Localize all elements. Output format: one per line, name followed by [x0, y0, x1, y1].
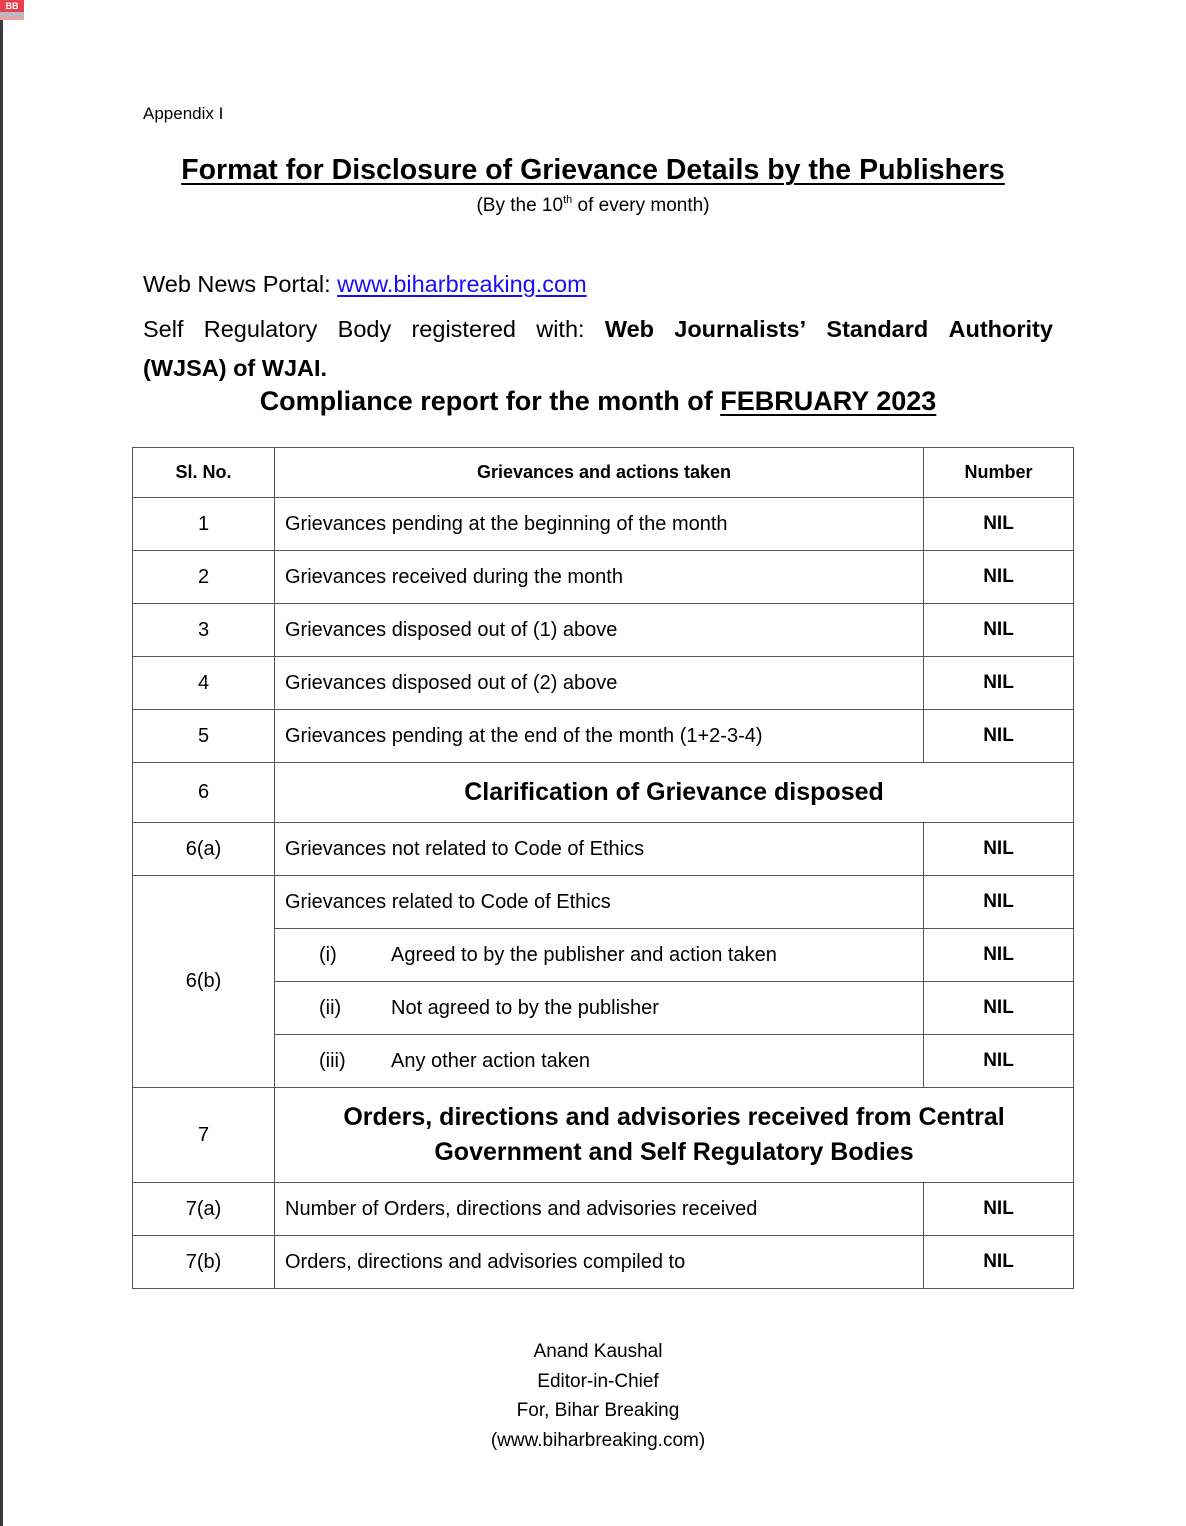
signature-block — [0, 1337, 1186, 1455]
signatory-name: Anand Kaushal — [533, 1341, 663, 1362]
table-row-6a — [133, 823, 1074, 876]
row-sl: 6 — [133, 763, 275, 823]
section-7-line2: Government and Self Regulatory Bodies — [434, 1138, 914, 1166]
subtitle-after: of every month) — [572, 195, 710, 216]
row-text: Grievances related to Code of Ethics — [275, 876, 924, 929]
compliance-heading — [0, 386, 1186, 417]
table-row — [133, 551, 1074, 604]
web-news-portal — [143, 271, 587, 298]
table-row — [133, 657, 1074, 710]
subrow-roman: (i) — [319, 943, 337, 966]
srb-line-1 — [143, 310, 1053, 349]
row-sl: 6(a) — [133, 823, 275, 876]
subrow-text: Not agreed to by the publisher — [391, 996, 659, 1019]
row-number: NIL — [924, 498, 1074, 551]
subrow-roman: (iii) — [319, 1049, 346, 1072]
signatory-organization: For, Bihar Breaking — [516, 1400, 680, 1421]
row-text: Number of Orders, directions and advisories received — [275, 1183, 924, 1236]
section-7-row — [133, 1088, 1074, 1183]
section-7-heading — [275, 1088, 1074, 1183]
srb-word: Regulatory — [203, 316, 318, 342]
subrow-text: Any other action taken — [391, 1049, 591, 1072]
table-row-7b — [133, 1236, 1074, 1289]
document-subtitle — [0, 195, 1186, 217]
row-sl: 7 — [133, 1088, 275, 1183]
row-text: Orders, directions and advisories compiled to — [275, 1236, 924, 1289]
srb-body-word: Journalists’ — [674, 316, 807, 342]
subrow-cell — [275, 982, 924, 1035]
section-6-heading: Clarification of Grievance disposed — [275, 763, 1074, 823]
srb-body-word: Web — [604, 316, 654, 342]
grievance-table — [132, 447, 1074, 1289]
signatory-website: (www.biharbreaking.com) — [490, 1429, 706, 1451]
subrow-text: Agreed to by the publisher and action taken — [391, 943, 777, 966]
srb-word: Body — [337, 316, 392, 342]
subrow-roman: (ii) — [319, 996, 342, 1019]
header-sl-no: Sl. No. — [133, 448, 275, 498]
row-number: NIL — [924, 823, 1074, 876]
bihar-breaking-logo-icon — [0, 0, 24, 20]
compliance-prefix: Compliance report for the month of — [259, 386, 721, 416]
row-text: Grievances not related to Code of Ethics — [275, 823, 924, 876]
table-row-7a — [133, 1183, 1074, 1236]
row-number: NIL — [924, 876, 1074, 929]
compliance-month: FEBRUARY 2023 — [720, 386, 937, 416]
row-sl: 4 — [133, 657, 275, 710]
self-regulatory-body — [143, 310, 1053, 388]
appendix-label: Appendix I — [143, 104, 224, 123]
table-row — [133, 498, 1074, 551]
header-grievances: Grievances and actions taken — [275, 448, 924, 498]
subrow-cell — [275, 929, 924, 982]
table-row — [133, 710, 1074, 763]
logo-mark: BB — [0, 0, 24, 12]
section-7-line1: Orders, directions and advisories received from Central — [343, 1103, 1005, 1131]
row-text: Grievances disposed out of (2) above — [275, 657, 924, 710]
srb-body-word: Authority — [948, 316, 1053, 342]
portal-label: Web News Portal: — [143, 271, 338, 297]
signatory-designation: Editor-in-Chief — [537, 1370, 659, 1392]
row-text: Grievances disposed out of (1) above — [275, 604, 924, 657]
table-subrow — [133, 1035, 1074, 1088]
row-sl: 1 — [133, 498, 275, 551]
row-number: NIL — [924, 982, 1074, 1035]
row-sl: 3 — [133, 604, 275, 657]
section-6-row — [133, 763, 1074, 823]
srb-word: Self — [143, 316, 184, 342]
document-title-text: Format for Disclosure of Grievance Details by the Publishers — [181, 154, 1005, 186]
row-number: NIL — [924, 710, 1074, 763]
srb-word: with: — [536, 316, 585, 342]
srb-line-2 — [143, 349, 1053, 388]
header-number: Number — [924, 448, 1074, 498]
table-subrow — [133, 929, 1074, 982]
srb-body-line2: (WJSA) of WJAI. — [143, 355, 328, 381]
row-number: NIL — [924, 1183, 1074, 1236]
row-sl: 7(a) — [133, 1183, 275, 1236]
srb-word: registered — [411, 316, 516, 342]
row-number: NIL — [924, 929, 1074, 982]
row-text: Grievances received during the month — [275, 551, 924, 604]
row-sl: 2 — [133, 551, 275, 604]
subrow-cell — [275, 1035, 924, 1088]
logo-line — [0, 17, 24, 20]
table-row — [133, 604, 1074, 657]
row-sl: 6(b) — [133, 876, 275, 1088]
table-subrow — [133, 982, 1074, 1035]
subtitle-before: (By the 10 — [476, 195, 564, 216]
subtitle-sup: th — [563, 194, 573, 206]
row-text: Grievances pending at the beginning of the month — [275, 498, 924, 551]
page-left-edge — [0, 0, 3, 1526]
srb-body-word: Standard — [826, 316, 929, 342]
table-header-row — [133, 448, 1074, 498]
row-number: NIL — [924, 551, 1074, 604]
row-number: NIL — [924, 1236, 1074, 1289]
portal-link[interactable]: www.biharbreaking.com — [337, 271, 587, 297]
row-number: NIL — [924, 604, 1074, 657]
row-sl: 7(b) — [133, 1236, 275, 1289]
row-number: NIL — [924, 657, 1074, 710]
table-row-6b — [133, 876, 1074, 929]
row-sl: 5 — [133, 710, 275, 763]
document-title — [0, 154, 1186, 187]
row-number: NIL — [924, 1035, 1074, 1088]
row-text: Grievances pending at the end of the month (1+2-3-4) — [275, 710, 924, 763]
